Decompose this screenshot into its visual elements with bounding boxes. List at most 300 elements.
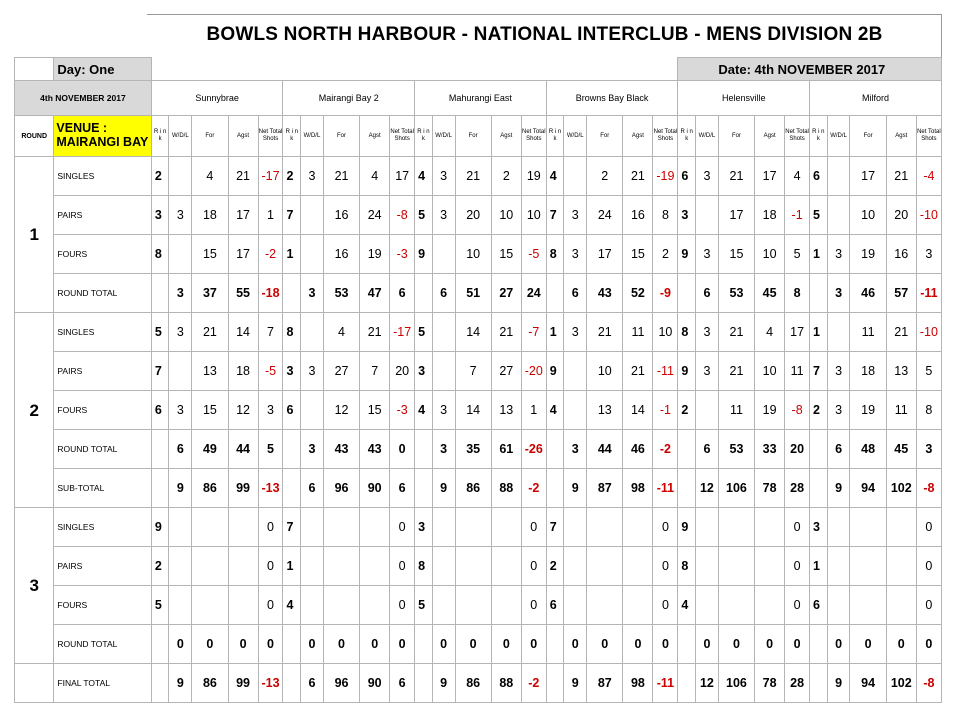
- row-label: SINGLES: [54, 313, 151, 352]
- for-value: 48: [850, 430, 886, 469]
- row-label: FOURS: [54, 391, 151, 430]
- wdl-value: [432, 352, 455, 391]
- net-value: 6: [390, 664, 415, 703]
- rink-value: [415, 625, 433, 664]
- for-value: 7: [455, 352, 491, 391]
- wdl-value: 3: [301, 157, 324, 196]
- wdl-value: 9: [432, 469, 455, 508]
- wdl-value: [301, 196, 324, 235]
- net-value: -13: [258, 469, 283, 508]
- final-total-label: FINAL TOTAL: [54, 664, 151, 703]
- wdl-value: [564, 391, 587, 430]
- agst-value: 17: [755, 157, 785, 196]
- for-header: For: [192, 116, 228, 157]
- agst-value: [228, 586, 258, 625]
- rink-value: 3: [415, 352, 433, 391]
- agst-value: 57: [886, 274, 916, 313]
- for-value: 35: [455, 430, 491, 469]
- for-value: 2: [587, 157, 623, 196]
- rink-header: R i n k: [546, 116, 564, 157]
- agst-value: 88: [491, 664, 521, 703]
- rink-value: [678, 430, 696, 469]
- for-value: 43: [587, 274, 623, 313]
- for-value: 11: [718, 391, 754, 430]
- rink-value: 7: [151, 352, 169, 391]
- for-value: 43: [323, 430, 359, 469]
- row-label: ROUND TOTAL: [54, 274, 151, 313]
- net-value: -26: [521, 430, 546, 469]
- net-value: -3: [390, 391, 415, 430]
- agst-value: [360, 586, 390, 625]
- agst-value: [886, 547, 916, 586]
- for-value: 14: [455, 313, 491, 352]
- for-value: 37: [192, 274, 228, 313]
- for-value: 13: [587, 391, 623, 430]
- rink-value: 5: [415, 586, 433, 625]
- rink-value: 1: [283, 547, 301, 586]
- net-value: 0: [916, 547, 941, 586]
- rink-value: 9: [678, 352, 696, 391]
- wdl-value: 3: [696, 235, 719, 274]
- for-value: 0: [587, 625, 623, 664]
- agst-header: Agst: [491, 116, 521, 157]
- wdl-header: W/D/L: [169, 116, 192, 157]
- for-value: 96: [323, 469, 359, 508]
- rink-value: 2: [678, 391, 696, 430]
- for-value: 4: [323, 313, 359, 352]
- rink-value: [151, 625, 169, 664]
- net-header: Net Total Shots: [785, 116, 810, 157]
- rink-value: [546, 274, 564, 313]
- for-value: [455, 586, 491, 625]
- team-name: Mairangi Bay 2: [283, 81, 415, 116]
- rink-value: [283, 469, 301, 508]
- net-value: 1: [521, 391, 546, 430]
- for-value: [587, 586, 623, 625]
- wdl-header: W/D/L: [301, 116, 324, 157]
- rink-value: [678, 664, 696, 703]
- wdl-value: [564, 547, 587, 586]
- net-value: 0: [785, 508, 810, 547]
- wdl-value: 3: [432, 157, 455, 196]
- for-value: 17: [850, 157, 886, 196]
- row-label: FOURS: [54, 235, 151, 274]
- agst-value: 17: [228, 235, 258, 274]
- net-value: -4: [916, 157, 941, 196]
- wdl-value: [827, 157, 850, 196]
- rink-value: 7: [283, 196, 301, 235]
- wdl-value: [301, 547, 324, 586]
- wdl-value: 3: [432, 430, 455, 469]
- net-value: 7: [258, 313, 283, 352]
- rink-value: 7: [546, 508, 564, 547]
- score-row: [15, 196, 942, 235]
- score-row: [15, 313, 942, 352]
- wdl-value: 9: [564, 469, 587, 508]
- agst-value: 61: [491, 430, 521, 469]
- for-value: 86: [455, 469, 491, 508]
- score-row: [15, 352, 942, 391]
- net-value: -11: [916, 274, 941, 313]
- rink-value: 3: [678, 196, 696, 235]
- for-value: [850, 508, 886, 547]
- agst-value: [623, 586, 653, 625]
- net-value: -11: [653, 664, 678, 703]
- agst-value: 78: [755, 469, 785, 508]
- net-value: 0: [785, 586, 810, 625]
- for-value: 106: [718, 664, 754, 703]
- row-label: ROUND TOTAL: [54, 430, 151, 469]
- net-value: -8: [785, 391, 810, 430]
- net-value: 10: [653, 313, 678, 352]
- net-value: 28: [785, 469, 810, 508]
- wdl-value: [827, 196, 850, 235]
- net-value: 6: [390, 274, 415, 313]
- for-value: 94: [850, 664, 886, 703]
- for-value: 14: [455, 391, 491, 430]
- wdl-value: 6: [169, 430, 192, 469]
- rink-value: 4: [546, 157, 564, 196]
- for-value: 0: [192, 625, 228, 664]
- agst-value: 90: [360, 469, 390, 508]
- for-header: For: [455, 116, 491, 157]
- rink-value: [151, 664, 169, 703]
- net-value: -1: [785, 196, 810, 235]
- wdl-value: 6: [696, 430, 719, 469]
- agst-value: 13: [491, 391, 521, 430]
- net-value: -18: [258, 274, 283, 313]
- wdl-value: 3: [827, 391, 850, 430]
- wdl-value: 0: [564, 625, 587, 664]
- net-value: 0: [785, 625, 810, 664]
- rink-value: [678, 274, 696, 313]
- agst-value: [228, 508, 258, 547]
- for-value: [718, 508, 754, 547]
- net-value: -11: [653, 469, 678, 508]
- for-value: [587, 508, 623, 547]
- rink-value: 1: [283, 235, 301, 274]
- for-value: 27: [323, 352, 359, 391]
- rink-value: 2: [151, 157, 169, 196]
- wdl-value: [169, 586, 192, 625]
- rink-value: [415, 274, 433, 313]
- agst-value: 102: [886, 469, 916, 508]
- day-row: [15, 58, 942, 81]
- for-value: [192, 586, 228, 625]
- net-value: -1: [653, 391, 678, 430]
- agst-value: 24: [360, 196, 390, 235]
- net-value: 0: [521, 508, 546, 547]
- for-value: 86: [192, 469, 228, 508]
- round-number: 3: [15, 508, 54, 664]
- sheet-date: 4th NOVEMBER 2017: [15, 81, 152, 116]
- team-name: Milford: [810, 81, 942, 116]
- agst-value: 99: [228, 469, 258, 508]
- net-value: 3: [916, 430, 941, 469]
- wdl-value: 9: [827, 664, 850, 703]
- net-value: -5: [521, 235, 546, 274]
- rink-value: 4: [546, 391, 564, 430]
- rink-value: [283, 664, 301, 703]
- for-value: 12: [323, 391, 359, 430]
- round-number: 2: [15, 313, 54, 508]
- net-value: 0: [521, 547, 546, 586]
- for-value: [850, 547, 886, 586]
- for-value: 94: [850, 469, 886, 508]
- rink-value: 9: [546, 352, 564, 391]
- net-value: 11: [785, 352, 810, 391]
- net-value: 0: [390, 430, 415, 469]
- rink-value: [810, 664, 828, 703]
- net-value: 3: [916, 235, 941, 274]
- for-value: 21: [192, 313, 228, 352]
- net-value: 4: [785, 157, 810, 196]
- agst-header: Agst: [623, 116, 653, 157]
- wdl-value: [696, 196, 719, 235]
- net-value: 0: [916, 508, 941, 547]
- wdl-value: 0: [169, 625, 192, 664]
- agst-value: 11: [886, 391, 916, 430]
- row-label: SINGLES: [54, 157, 151, 196]
- net-value: -2: [521, 664, 546, 703]
- wdl-value: 12: [696, 664, 719, 703]
- net-value: 17: [785, 313, 810, 352]
- net-value: -17: [390, 313, 415, 352]
- for-header: For: [587, 116, 623, 157]
- rink-value: 2: [151, 547, 169, 586]
- net-value: 20: [390, 352, 415, 391]
- agst-value: 10: [491, 196, 521, 235]
- agst-value: 47: [360, 274, 390, 313]
- rink-value: 7: [810, 352, 828, 391]
- wdl-value: 3: [301, 352, 324, 391]
- net-value: 2: [653, 235, 678, 274]
- agst-value: [886, 508, 916, 547]
- wdl-value: [301, 235, 324, 274]
- net-value: 0: [916, 586, 941, 625]
- net-value: -8: [916, 664, 941, 703]
- rink-value: [283, 274, 301, 313]
- for-value: 21: [587, 313, 623, 352]
- agst-value: 43: [360, 430, 390, 469]
- net-value: -7: [521, 313, 546, 352]
- score-row: [15, 235, 942, 274]
- for-value: 19: [850, 391, 886, 430]
- wdl-header: W/D/L: [564, 116, 587, 157]
- team-header-row: [15, 81, 942, 116]
- for-value: 10: [850, 196, 886, 235]
- score-row: [15, 391, 942, 430]
- wdl-value: 0: [827, 625, 850, 664]
- wdl-value: [301, 586, 324, 625]
- wdl-value: [696, 586, 719, 625]
- rink-value: 5: [151, 586, 169, 625]
- for-value: 17: [718, 196, 754, 235]
- agst-value: 27: [491, 274, 521, 313]
- agst-value: 16: [886, 235, 916, 274]
- wdl-value: [564, 586, 587, 625]
- wdl-value: [827, 586, 850, 625]
- net-value: 0: [390, 508, 415, 547]
- net-value: 5: [916, 352, 941, 391]
- round-number: 1: [15, 157, 54, 313]
- net-value: 0: [390, 547, 415, 586]
- column-header-row: [15, 116, 942, 157]
- agst-value: 45: [755, 274, 785, 313]
- for-value: 21: [718, 352, 754, 391]
- rink-value: 8: [283, 313, 301, 352]
- rink-value: 2: [810, 391, 828, 430]
- rink-value: 3: [283, 352, 301, 391]
- wdl-value: 9: [564, 664, 587, 703]
- wdl-value: 3: [564, 235, 587, 274]
- net-value: 20: [785, 430, 810, 469]
- rink-value: 9: [415, 235, 433, 274]
- row-label: SUB-TOTAL: [54, 469, 151, 508]
- for-value: 10: [587, 352, 623, 391]
- rink-value: 4: [678, 586, 696, 625]
- agst-value: [623, 547, 653, 586]
- for-value: 53: [323, 274, 359, 313]
- rink-value: 4: [283, 586, 301, 625]
- net-value: 0: [653, 508, 678, 547]
- wdl-value: [564, 508, 587, 547]
- for-value: 49: [192, 430, 228, 469]
- agst-value: 90: [360, 664, 390, 703]
- agst-header: Agst: [360, 116, 390, 157]
- net-value: -8: [916, 469, 941, 508]
- wdl-value: 6: [301, 664, 324, 703]
- agst-value: 15: [623, 235, 653, 274]
- net-value: 17: [390, 157, 415, 196]
- wdl-value: 6: [564, 274, 587, 313]
- score-row: [15, 430, 942, 469]
- net-value: 0: [916, 625, 941, 664]
- final-total-row: [15, 664, 942, 703]
- wdl-value: 3: [696, 352, 719, 391]
- results-table: [14, 57, 942, 703]
- for-value: 10: [455, 235, 491, 274]
- for-value: 0: [850, 625, 886, 664]
- agst-value: 2: [491, 157, 521, 196]
- for-value: 21: [323, 157, 359, 196]
- agst-header: Agst: [886, 116, 916, 157]
- net-value: 0: [390, 586, 415, 625]
- wdl-value: 0: [301, 625, 324, 664]
- rink-value: [810, 274, 828, 313]
- wdl-value: [827, 313, 850, 352]
- agst-header: Agst: [755, 116, 785, 157]
- for-value: 0: [718, 625, 754, 664]
- agst-value: [491, 586, 521, 625]
- agst-value: [360, 508, 390, 547]
- rink-value: 7: [283, 508, 301, 547]
- for-value: 19: [850, 235, 886, 274]
- rink-value: 6: [546, 586, 564, 625]
- wdl-value: 3: [564, 313, 587, 352]
- agst-value: 11: [623, 313, 653, 352]
- wdl-value: [432, 313, 455, 352]
- wdl-value: 9: [432, 664, 455, 703]
- for-value: 16: [323, 196, 359, 235]
- team-name: Browns Bay Black: [546, 81, 678, 116]
- for-value: 0: [323, 625, 359, 664]
- rink-value: 5: [151, 313, 169, 352]
- for-value: 18: [850, 352, 886, 391]
- wdl-value: 3: [564, 196, 587, 235]
- for-value: 11: [850, 313, 886, 352]
- net-value: 0: [521, 625, 546, 664]
- score-row: [15, 625, 942, 664]
- round-header: ROUND: [15, 116, 54, 157]
- rink-value: [678, 469, 696, 508]
- net-value: 0: [653, 625, 678, 664]
- net-value: 28: [785, 664, 810, 703]
- for-value: [192, 508, 228, 547]
- rink-value: [151, 469, 169, 508]
- agst-value: 21: [623, 352, 653, 391]
- agst-value: 55: [228, 274, 258, 313]
- net-value: 3: [258, 391, 283, 430]
- rink-value: [546, 664, 564, 703]
- net-value: -3: [390, 235, 415, 274]
- rink-header: R i n k: [678, 116, 696, 157]
- agst-value: [491, 508, 521, 547]
- agst-value: 0: [491, 625, 521, 664]
- net-value: 0: [521, 586, 546, 625]
- rink-value: 6: [678, 157, 696, 196]
- wdl-value: [696, 547, 719, 586]
- wdl-value: 12: [696, 469, 719, 508]
- wdl-value: 9: [169, 469, 192, 508]
- agst-value: [886, 586, 916, 625]
- agst-value: 27: [491, 352, 521, 391]
- wdl-header: W/D/L: [432, 116, 455, 157]
- net-value: -13: [258, 664, 283, 703]
- net-value: -10: [916, 196, 941, 235]
- net-value: 6: [390, 469, 415, 508]
- agst-value: 0: [755, 625, 785, 664]
- net-value: -8: [390, 196, 415, 235]
- agst-value: [755, 508, 785, 547]
- rink-value: [151, 274, 169, 313]
- net-value: 5: [258, 430, 283, 469]
- rink-value: 4: [415, 391, 433, 430]
- for-value: [718, 586, 754, 625]
- net-value: 19: [521, 157, 546, 196]
- rink-value: 6: [810, 586, 828, 625]
- rink-value: 8: [546, 235, 564, 274]
- agst-value: 88: [491, 469, 521, 508]
- date-label: Date: 4th NOVEMBER 2017: [678, 58, 942, 81]
- for-value: 0: [455, 625, 491, 664]
- agst-value: 17: [228, 196, 258, 235]
- rink-value: 9: [678, 508, 696, 547]
- net-value: 0: [653, 547, 678, 586]
- wdl-value: 6: [301, 469, 324, 508]
- for-value: 96: [323, 664, 359, 703]
- rink-value: [546, 625, 564, 664]
- wdl-value: 0: [696, 625, 719, 664]
- agst-value: [491, 547, 521, 586]
- rink-value: 9: [678, 235, 696, 274]
- net-value: 0: [653, 586, 678, 625]
- wdl-value: 3: [169, 274, 192, 313]
- rink-value: [810, 625, 828, 664]
- agst-value: 98: [623, 664, 653, 703]
- agst-value: 10: [755, 235, 785, 274]
- agst-value: 33: [755, 430, 785, 469]
